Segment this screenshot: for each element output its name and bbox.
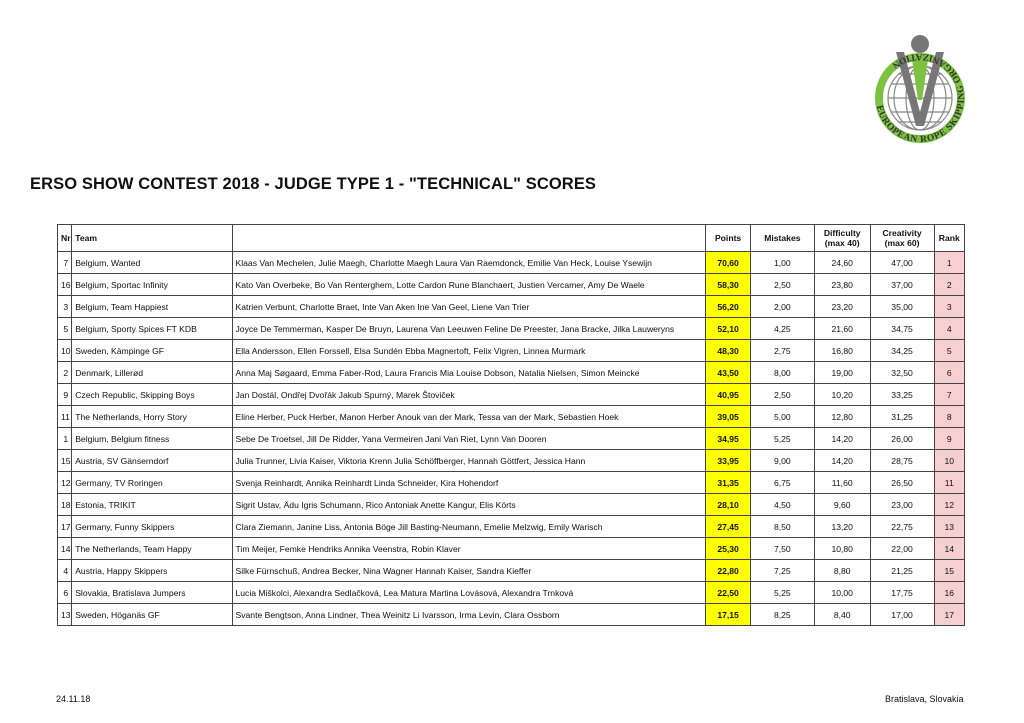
cell-nr: 5 [58,318,72,340]
table-row [58,340,965,362]
cell-creativity: 21,25 [870,560,934,582]
table-body [58,252,965,626]
cell-members: Anna Maj Søgaard, Emma Faber-Rod, Laura Francis Mia Louise Dobson, Natalia Nielsen, Simon Meincke [232,362,706,384]
cell-nr: 3 [58,296,72,318]
header-difficulty [814,225,870,252]
cell-points: 40,95 [706,384,751,406]
cell-rank: 4 [934,318,964,340]
cell-nr: 14 [58,538,72,560]
cell-mistakes: 8,25 [750,604,814,626]
table-row [58,494,965,516]
cell-points: 48,30 [706,340,751,362]
cell-rank: 8 [934,406,964,428]
cell-rank: 11 [934,472,964,494]
cell-points: 25,30 [706,538,751,560]
cell-rank: 3 [934,296,964,318]
cell-points: 27,45 [706,516,751,538]
cell-members: Joyce De Temmerman, Kasper De Bruyn, Laurena Van Leeuwen Feline De Preester, Jana Bracke, Jilka Lauweryns [232,318,706,340]
cell-points: 70,60 [706,252,751,274]
footer-location: Bratislava, Slovakia [885,694,964,704]
cell-members: Lucia Miškolci, Alexandra Sedlačková, Lea Matura Martina Lovásová, Alexandra Trnková [232,582,706,604]
cell-difficulty: 13,20 [814,516,870,538]
cell-difficulty: 8,40 [814,604,870,626]
cell-members: Tim Meijer, Femke Hendriks Annika Veenstra, Robin Klaver [232,538,706,560]
table-row [58,296,965,318]
cell-creativity: 33,25 [870,384,934,406]
cell-creativity: 47,00 [870,252,934,274]
cell-mistakes: 4,50 [750,494,814,516]
cell-rank: 5 [934,340,964,362]
cell-nr: 1 [58,428,72,450]
cell-team: Germany, TV Roringen [72,472,232,494]
cell-difficulty: 24,60 [814,252,870,274]
cell-difficulty: 11,60 [814,472,870,494]
cell-points: 56,20 [706,296,751,318]
cell-team: Germany, Funny Skippers [72,516,232,538]
cell-members: Ella Andersson, Ellen Forssell, Elsa Sundén Ebba Magnertoft, Felix Vigren, Linnea Murmark [232,340,706,362]
cell-mistakes: 5,25 [750,582,814,604]
cell-mistakes: 5,00 [750,406,814,428]
cell-difficulty: 16,80 [814,340,870,362]
header-difficulty-label: Difficulty [823,228,861,238]
cell-mistakes: 2,75 [750,340,814,362]
cell-points: 33,95 [706,450,751,472]
table-row [58,582,965,604]
cell-nr: 17 [58,516,72,538]
cell-team: Belgium, Sporty Spices FT KDB [72,318,232,340]
header-points: Points [706,225,751,252]
cell-points: 58,30 [706,274,751,296]
cell-difficulty: 23,20 [814,296,870,318]
cell-points: 28,10 [706,494,751,516]
erso-logo [852,30,988,166]
cell-members: Silke Fürnschuß, Andrea Becker, Nina Wagner Hannah Kaiser, Sandra Kieffer [232,560,706,582]
cell-members: Jan Dostál, Ondřej Dvořák Jakub Spurný, Marek Štoviček [232,384,706,406]
cell-creativity: 32,50 [870,362,934,384]
header-creativity-sub: (max 60) [884,238,920,248]
cell-team: Denmark, Lillerød [72,362,232,384]
header-creativity [870,225,934,252]
cell-mistakes: 9,00 [750,450,814,472]
page-title: ERSO SHOW CONTEST 2018 - JUDGE TYPE 1 - "TECHNICAL" SCORES [30,175,597,193]
cell-rank: 16 [934,582,964,604]
cell-mistakes: 8,50 [750,516,814,538]
cell-mistakes: 1,00 [750,252,814,274]
header-creativity-label: Creativity [882,228,922,238]
cell-nr: 7 [58,252,72,274]
table-row [58,252,965,274]
cell-rank: 1 [934,252,964,274]
cell-creativity: 37,00 [870,274,934,296]
cell-points: 34,95 [706,428,751,450]
cell-mistakes: 2,50 [750,274,814,296]
table-row [58,516,965,538]
cell-mistakes: 2,50 [750,384,814,406]
cell-nr: 12 [58,472,72,494]
cell-team: Estonia, TRIKIT [72,494,232,516]
table-row [58,362,965,384]
cell-creativity: 34,75 [870,318,934,340]
cell-members: Katrien Verbunt, Charlotte Braet, Inte Van Aken Ine Van Geel, Liene Van Trier [232,296,706,318]
footer-date: 24.11.18 [56,694,91,704]
cell-nr: 13 [58,604,72,626]
cell-difficulty: 8,80 [814,560,870,582]
cell-members: Kato Van Overbeke, Bo Van Renterghem, Lotte Cardon Rune Blanchaert, Justien Vercamer, Amy De Waele [232,274,706,296]
cell-difficulty: 12,80 [814,406,870,428]
cell-points: 17,15 [706,604,751,626]
cell-creativity: 17,75 [870,582,934,604]
cell-points: 22,80 [706,560,751,582]
cell-team: Austria, SV Gänserndorf [72,450,232,472]
header-mistakes: Mistakes [750,225,814,252]
cell-team: Belgium, Belgium fitness [72,428,232,450]
cell-nr: 6 [58,582,72,604]
cell-creativity: 31,25 [870,406,934,428]
table-row [58,472,965,494]
cell-creativity: 26,50 [870,472,934,494]
cell-rank: 17 [934,604,964,626]
cell-difficulty: 10,80 [814,538,870,560]
header-difficulty-sub: (max 40) [824,238,860,248]
cell-creativity: 26,00 [870,428,934,450]
cell-rank: 15 [934,560,964,582]
cell-difficulty: 19,00 [814,362,870,384]
table-row [58,450,965,472]
table-row [58,318,965,340]
cell-team: Slovakia, Bratislava Jumpers [72,582,232,604]
cell-creativity: 22,75 [870,516,934,538]
cell-rank: 9 [934,428,964,450]
cell-mistakes: 2,00 [750,296,814,318]
cell-members: Eline Herber, Puck Herber, Manon Herber Anouk van der Mark, Tessa van der Mark, Sebastien Hoek [232,406,706,428]
header-team: Team [72,225,232,252]
cell-difficulty: 21,60 [814,318,870,340]
cell-members: Klaas Van Mechelen, Julie Maegh, Charlotte Maegh Laura Van Raemdonck, Emilie Van Heck, Louise Ysewijn [232,252,706,274]
cell-members: Svante Bengtson, Anna Lindner, Thea Weinitz Li Ivarsson, Irma Levin, Clara Ossborn [232,604,706,626]
scores-table [57,224,965,626]
cell-members: Svenja Reinhardt, Annika Reinhardt Linda Schneider, Kira Hohendorf [232,472,706,494]
table-row [58,604,965,626]
cell-rank: 13 [934,516,964,538]
cell-nr: 15 [58,450,72,472]
cell-rank: 7 [934,384,964,406]
cell-team: Austria, Happy Skippers [72,560,232,582]
cell-mistakes: 5,25 [750,428,814,450]
cell-members: Sigrit Ustav, Ädu Igris Schumann, Rico Antoniak Anette Kangur, Elis Körts [232,494,706,516]
cell-nr: 9 [58,384,72,406]
cell-points: 31,35 [706,472,751,494]
cell-mistakes: 7,25 [750,560,814,582]
cell-rank: 10 [934,450,964,472]
cell-team: The Netherlands, Horry Story [72,406,232,428]
table-row [58,560,965,582]
cell-nr: 16 [58,274,72,296]
cell-creativity: 17,00 [870,604,934,626]
cell-team: Belgium, Sportac Infinity [72,274,232,296]
cell-members: Sebe De Troetsel, Jill De Ridder, Yana Vermeiren Jani Van Riet, Lynn Van Dooren [232,428,706,450]
cell-team: Belgium, Team Happiest [72,296,232,318]
cell-nr: 18 [58,494,72,516]
cell-points: 43,50 [706,362,751,384]
cell-team: Sweden, Höganäs GF [72,604,232,626]
cell-nr: 2 [58,362,72,384]
table-row [58,428,965,450]
table-row [58,274,965,296]
cell-difficulty: 14,20 [814,428,870,450]
cell-team: Sweden, Kämpinge GF [72,340,232,362]
cell-members: Julia Trunner, Livia Kaiser, Viktoria Krenn Julia Schöffberger, Hannah Göttfert, Jessica Hann [232,450,706,472]
cell-points: 22,50 [706,582,751,604]
cell-rank: 12 [934,494,964,516]
cell-rank: 6 [934,362,964,384]
cell-difficulty: 9,60 [814,494,870,516]
cell-rank: 2 [934,274,964,296]
cell-nr: 4 [58,560,72,582]
header-nr: Nr [58,225,72,252]
cell-mistakes: 6,75 [750,472,814,494]
cell-points: 39,05 [706,406,751,428]
cell-creativity: 22,00 [870,538,934,560]
cell-creativity: 35,00 [870,296,934,318]
cell-difficulty: 23,80 [814,274,870,296]
table-row [58,538,965,560]
cell-difficulty: 10,20 [814,384,870,406]
cell-members: Clara Ziemann, Janine Liss, Antonia Böge Jill Basting-Neumann, Emelie Melzwig, Emily Warisch [232,516,706,538]
header-rank: Rank [934,225,964,252]
cell-team: Belgium, Wanted [72,252,232,274]
cell-nr: 11 [58,406,72,428]
cell-creativity: 23,00 [870,494,934,516]
cell-nr: 10 [58,340,72,362]
cell-difficulty: 14,20 [814,450,870,472]
cell-mistakes: 7,50 [750,538,814,560]
cell-team: The Netherlands, Team Happy [72,538,232,560]
cell-creativity: 34,25 [870,340,934,362]
table-row [58,384,965,406]
table-row [58,406,965,428]
cell-rank: 14 [934,538,964,560]
cell-points: 52,10 [706,318,751,340]
cell-mistakes: 8,00 [750,362,814,384]
cell-creativity: 28,75 [870,450,934,472]
logo-text: EUROPEAN ROPE SKIPPING ORGANIZATION [873,50,968,146]
cell-difficulty: 10,00 [814,582,870,604]
cell-team: Czech Republic, Skipping Boys [72,384,232,406]
table-header-row [58,225,965,252]
cell-mistakes: 4,25 [750,318,814,340]
header-members [232,225,706,252]
